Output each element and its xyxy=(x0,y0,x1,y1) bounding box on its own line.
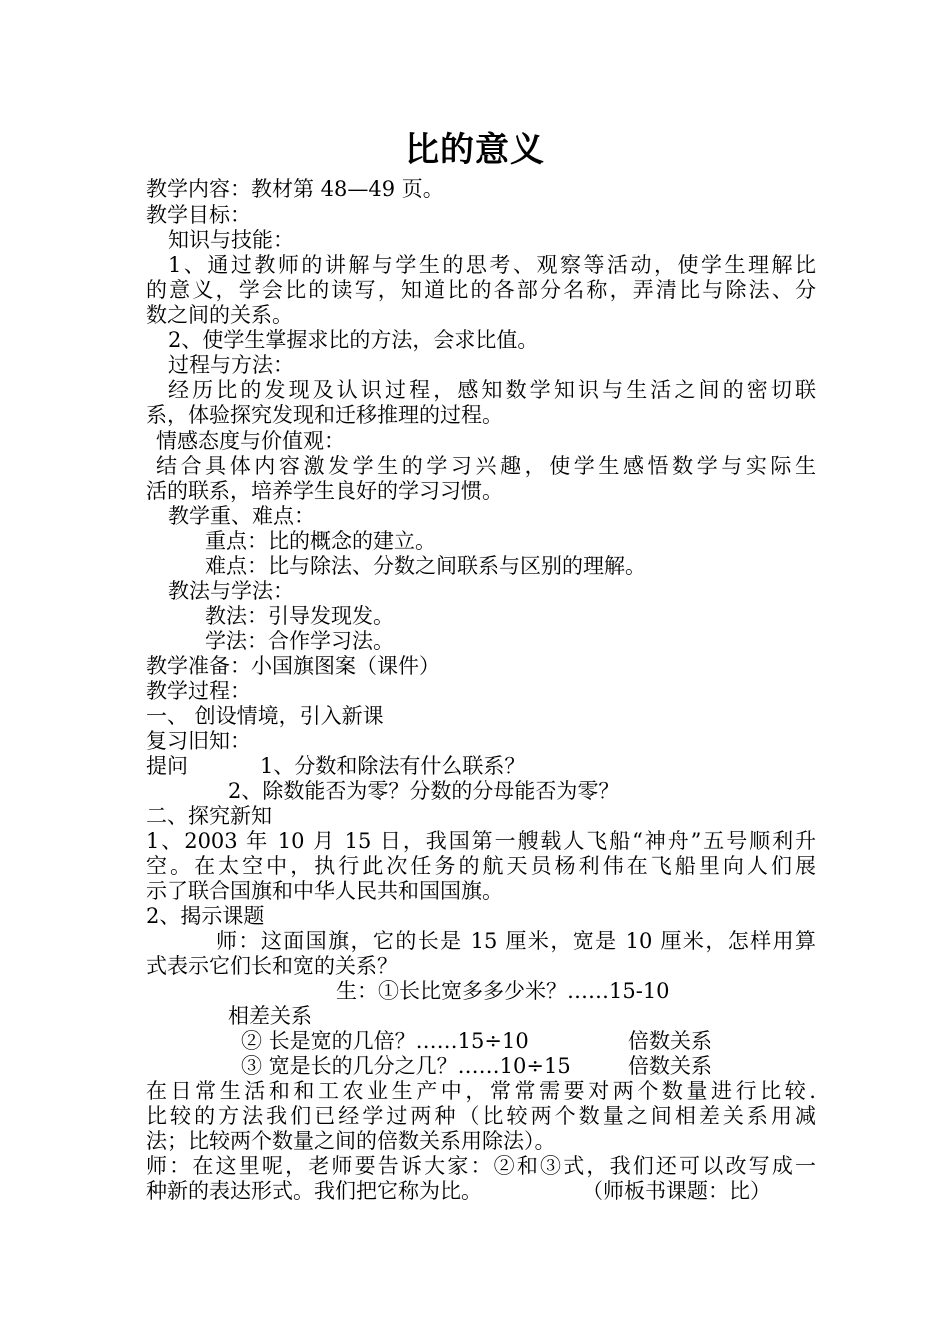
attitude-line-1: 结合具体内容激发学生的学习兴趣，使学生感悟数学与实际生 xyxy=(156,454,816,478)
methods-heading: 教法与学法： xyxy=(168,579,294,603)
teaching-goals-heading: 教学目标： xyxy=(146,203,251,227)
student-answer-2: ② 长是宽的几倍？……15÷10 xyxy=(241,1029,529,1053)
question-label: 提问 xyxy=(146,754,188,778)
board-note: （师板书课题：比） xyxy=(582,1179,771,1203)
difficult-point: 难点：比与除法、分数之间联系与区别的理解。 xyxy=(205,554,646,578)
process-method-heading: 过程与方法： xyxy=(168,353,294,377)
section-2-heading: 二、探究新知 xyxy=(146,804,272,828)
document-title: 比的意义 xyxy=(405,130,545,170)
goal-1-line-3: 数之间的关系。 xyxy=(146,303,293,327)
teaching-method: 教法：引导发现发。 xyxy=(205,604,394,628)
attitude-line-2: 活的联系，培养学生良好的学习习惯。 xyxy=(146,479,503,503)
question-2: 2、除数能否为零？分数的分母能否为零？ xyxy=(228,779,620,803)
process-line-1: 经历比的发现及认识过程，感知数学知识与生活之间的密切联 xyxy=(168,378,816,402)
difference-relation-label: 相差关系 xyxy=(228,1004,312,1028)
compare-line-3: 法；比较两个数量之间的倍数关系用除法）。 xyxy=(146,1129,556,1153)
goal-2: 2、使学生掌握求比的方法，会求比值。 xyxy=(168,328,539,352)
process-line-2: 系，体验探究发现和迁移推理的过程。 xyxy=(146,403,503,427)
attitude-heading: 情感态度与价值观： xyxy=(156,429,345,453)
story-line-2: 空。在太空中，执行此次任务的航天员杨利伟在飞船里向人们展 xyxy=(146,854,816,878)
story-line-3: 示了联合国旗和中华人民共和国国旗。 xyxy=(146,879,503,903)
goal-1-line-1: 1、通过教师的讲解与学生的思考、观察等活动，使学生理解比 xyxy=(168,253,816,277)
review-heading: 复习旧知： xyxy=(146,729,251,753)
student-answer-3: ③ 宽是长的几分之几？……10÷15 xyxy=(241,1054,571,1078)
teacher-question-line-1: 师：这面国旗，它的长是 15 厘米，宽是 10 厘米，怎样用算 xyxy=(216,929,816,953)
story-line-1: 1、2003 年 10 月 15 日，我国第一艘载人飞船“神舟”五号顺利升 xyxy=(146,829,816,853)
goal-1-line-2: 的意义，学会比的读写，知道比的各部分名称，弄清比与除法、分 xyxy=(146,278,816,302)
teacher-question-line-2: 式表示它们长和宽的关系？ xyxy=(146,954,398,978)
student-answer-1: 生：①长比宽多多少米？……15-10 xyxy=(336,979,670,1003)
knowledge-skills-heading: 知识与技能： xyxy=(168,228,294,252)
compare-line-2: 比较的方法我们已经学过两种（比较两个数量之间相差关系用减 xyxy=(146,1104,816,1128)
section-1-heading: 一、 创设情境，引入新课 xyxy=(146,704,384,728)
multiple-relation-label-1: 倍数关系 xyxy=(628,1029,712,1053)
teaching-content: 教学内容：教材第 48—49 页。 xyxy=(146,177,444,201)
learning-method: 学法：合作学习法。 xyxy=(205,629,394,653)
multiple-relation-label-2: 倍数关系 xyxy=(628,1054,712,1078)
reveal-topic-heading: 2、揭示课题 xyxy=(146,904,265,928)
compare-line-1: 在日常生活和和工农业生产中，常常需要对两个数量进行比较. xyxy=(146,1079,816,1103)
teaching-preparation: 教学准备：小国旗图案（课件） xyxy=(146,654,440,678)
teacher-statement-line-1: 师：在这里呢，老师要告诉大家：②和③式，我们还可以改写成一 xyxy=(146,1154,816,1178)
key-point: 重点：比的概念的建立。 xyxy=(205,529,436,553)
question-1: 1、分数和除法有什么联系？ xyxy=(260,754,526,778)
teaching-process-heading: 教学过程： xyxy=(146,679,251,703)
key-difficult-heading: 教学重、难点： xyxy=(168,504,315,528)
teacher-statement-line-2: 种新的表达形式。我们把它称为比。 xyxy=(146,1179,482,1203)
